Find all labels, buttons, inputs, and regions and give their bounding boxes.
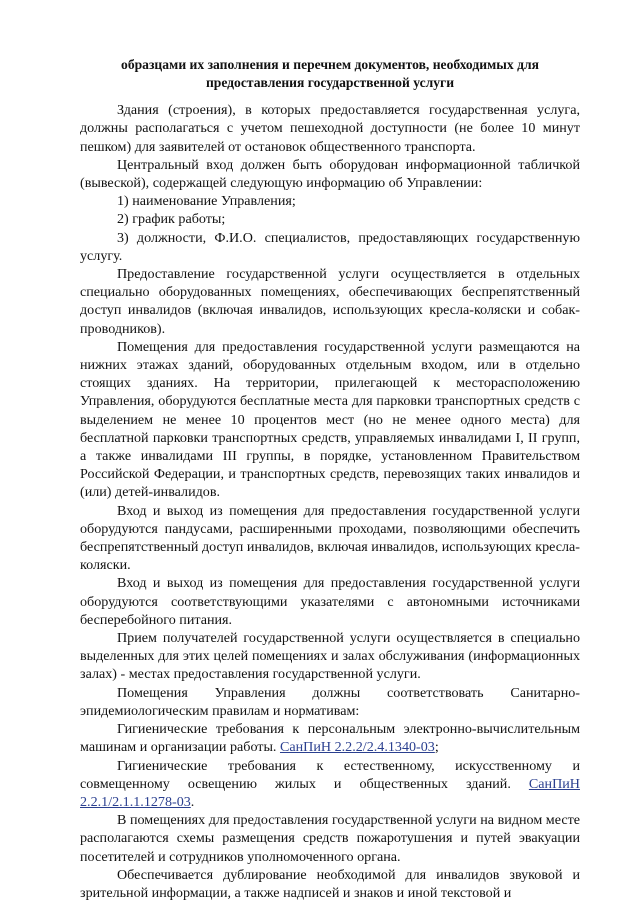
heading-line-2: предоставления государственной услуги (205, 74, 455, 90)
pc-requirements-text: Гигиенические требования к персональным электронно-вычислительным машинам и организации работы. (80, 721, 580, 756)
paragraph-sanitary: Помещения Управления должны соответствовать Санитарно-эпидемиологическим правилам и нормативам: (80, 684, 580, 719)
sanpin-1340-link[interactable]: СанПиН 2.2.2/2.4.1340-03 (279, 739, 435, 756)
paragraph-lighting-requirements (80, 757, 580, 812)
paragraph-pc-requirements (80, 720, 580, 756)
paragraph-duplication: Обеспечивается дублирование необходимой для инвалидов звуковой и зрительной информации, а также надписей и знаков и иной текстовой и (80, 866, 580, 901)
paragraph-signs: Вход и выход из помещения для предоставления государственной услуги оборудуются соответствующими указателями с автономными источниками бесперебойного питания. (80, 575, 580, 628)
paragraph-evacuation: В помещениях для предоставления государственной услуги на видном месте располагаются схемы размещения средств пожаротушения и путей эвакуации посетителей и сотрудников уполномоченного органа. (80, 812, 580, 865)
paragraph-entrance-sign: Центральный вход должен быть оборудован информационной табличкой (вывеской), содержащей следующую информацию об Управлении: (80, 156, 580, 191)
pc-requirements-end: ; (434, 739, 439, 756)
lighting-requirements-end: . (190, 793, 195, 810)
section-heading (80, 56, 580, 91)
sanpin-1278-link[interactable]: СанПиН 2.2.1/2.1.1.1278-03 (80, 775, 580, 810)
paragraph-reception: Прием получателей государственной услуги осуществляется в специально выделенных для этих целей помещениях и залах обслуживания (информационных залах) - местах предоставления государственной услуги. (80, 630, 580, 683)
paragraph-accessibility: Здания (строения), в которых предоставляется государственная услуга, должны располагаться с учетом пешеходной доступности (не более 10 минут пешком) для заявителей от остановок общественного транспорта. (80, 102, 580, 155)
lighting-requirements-text: Гигиенические требования к естественному, искусственному и совмещенному освещению жилых и общественных зданий. (80, 757, 580, 792)
document-page (80, 56, 580, 902)
paragraph-parking: Помещения для предоставления государственной услуги размещаются на нижних этажах зданий, оборудованных отдельным входом, или в отдельно стоящих зданиях. На территории, прилегающей к месторасположению Управления, оборудуются бесплатные места для парковки транспортных средств с выделением не менее 10 процентов мест (но не менее одного места) для бесплатной парковки транспортных средств, управляемых инвалидами I, II групп, а также инвалидами III группы, в порядке, установленном Правительством Российской Федерации, и транспортных средств, перевозящих таких инвалидов и (или) детей-инвалидов. (80, 338, 580, 501)
paragraph-premises: Предоставление государственной услуги осуществляется в отдельных специально оборудованных помещениях, обеспечивающих беспрепятственный доступ инвалидов (включая инвалидов, использующих кресла-коляски и собак-проводников). (80, 266, 580, 337)
list-item-name: 1) наименование Управления; (117, 193, 296, 210)
paragraph-ramps: Вход и выход из помещения для предоставления государственной услуги оборудуются пандусами, расширенными проходами, позволяющими обеспечить беспрепятственный доступ инвалидов, включая инвалидов, использующих кресла-коляски. (80, 502, 580, 574)
heading-line-1: образцами их заполнения и перечнем документов, необходимых для (121, 57, 539, 72)
list-item-schedule: 2) график работы; (117, 211, 226, 228)
list-item-positions: 3) должности, Ф.И.О. специалистов, предоставляющих государственную услугу. (80, 229, 580, 264)
